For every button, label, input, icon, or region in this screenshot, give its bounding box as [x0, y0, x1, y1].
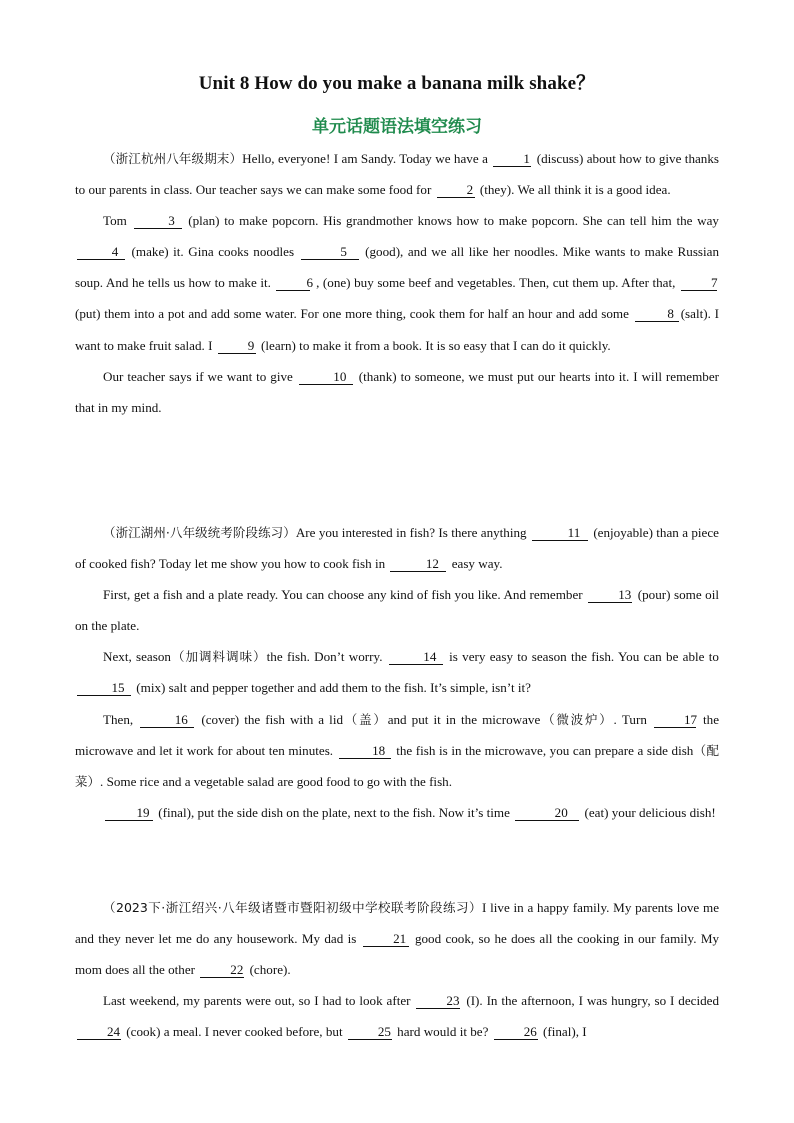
passage-2-paragraph-3: Next, season（加调料调味）the fish. Don’t worry. 14 is very easy to season the fish. You can be able to 15 (mix) salt and pepper together and add them to the fish. It’s simple, isn’t it?	[75, 641, 719, 703]
passage-2-paragraph-1: （浙江湖州·八年级统考阶段练习）Are you interested in fish? Is there anything 11 (enjoyable) than a piece of cooked fish? Today let me show you how to cook fish in 12 easy way.	[75, 525, 719, 572]
blank-13[interactable]: 13	[588, 588, 632, 603]
blank-14[interactable]: 14	[389, 650, 443, 665]
blank-10[interactable]: 10	[299, 370, 353, 385]
blank-8[interactable]: 8	[635, 307, 679, 322]
passage-3-paragraph-2: Last weekend, my parents were out, so I had to look after 23 (I). In the afternoon, I was hungry, so I decided 24 (cook) a meal. I never cooked before, but 25 hard would it be? 26 (final), I	[75, 985, 719, 1047]
blank-21[interactable]: 21	[363, 932, 409, 947]
blank-2[interactable]: 2	[437, 183, 475, 198]
blank-25[interactable]: 25	[348, 1025, 392, 1040]
blank-24[interactable]: 24	[77, 1025, 121, 1040]
blank-22[interactable]: 22	[200, 963, 244, 978]
document-subtitle: 单元话题语法填空练习	[312, 117, 482, 137]
blank-1[interactable]: 1	[493, 152, 531, 167]
blank-12[interactable]: 12	[390, 557, 446, 572]
blank-3[interactable]: 3	[134, 214, 182, 229]
blank-5[interactable]: 5	[301, 245, 359, 260]
passage-2-paragraph-5: 19 (final), put the side dish on the plate, next to the fish. Now it’s time 20 (eat) your delicious dish!	[75, 797, 719, 828]
passage-3-paragraph-1: （2023下·浙江绍兴·八年级诸暨市暨阳初级中学校联考阶段练习）I live in a happy family. My parents love me and they never let me do any housework. My dad is 21 good cook, so he does all the cooking in our family. My mom does all the other 22 (chore).	[75, 900, 720, 978]
blank-6[interactable]: 6	[276, 276, 310, 291]
blank-17[interactable]: 17	[654, 713, 696, 728]
blank-16[interactable]: 16	[140, 713, 194, 728]
blank-7[interactable]: 7	[681, 276, 717, 291]
blank-20[interactable]: 20	[515, 806, 579, 821]
passage-1-paragraph-2: Tom 3 (plan) to make popcorn. His grandmother knows how to make popcorn. She can tell him the way 4 (make) it. Gina cooks noodles 5 (good), and we all like her noodles. Mike wants to make Russian soup. And he tells us how to make it. 6 , (one) buy some beef and vegetables. Then, cut them up. After that, 7 (put) them into a pot and add some water. For one more thing, cook them for half an hour and add some 8 (salt). I want to make fruit salad. I 9 (learn) to make it from a book. It is so easy that I can do it quickly.	[75, 213, 720, 353]
blank-9[interactable]: 9	[218, 339, 256, 354]
source-label: （浙江湖州·八年级统考阶段练习）	[103, 525, 296, 540]
blank-15[interactable]: 15	[77, 681, 131, 696]
passage-2-paragraph-4: Then, 16 (cover) the fish with a lid（盖）and put it in the microwave（微波炉）. Turn 17 the microwave and let it work for about ten minutes. 18 the fish is in the microwave, you can prepare a side dish（配菜）. Some rice and a vegetable salad are good food to go with the fish.	[75, 711, 720, 789]
passage-2-paragraph-2: First, get a fish and a plate ready. You can choose any kind of fish you like. And remember 13 (pour) some oil on the plate.	[75, 587, 720, 634]
passage-1	[75, 143, 719, 423]
passage-2	[75, 517, 719, 828]
blank-11[interactable]: 11	[532, 526, 588, 541]
blank-4[interactable]: 4	[77, 245, 125, 260]
blank-18[interactable]: 18	[339, 744, 391, 759]
passage-3	[75, 892, 719, 1047]
document-title: Unit 8 How do you make a banana milk shake？	[198, 73, 596, 94]
passage-1-paragraph-3: Our teacher says if we want to give 10 (thank) to someone, we must put our hearts into it. I will remember that in my mind.	[75, 368, 719, 415]
blank-23[interactable]: 23	[416, 994, 460, 1009]
blank-26[interactable]: 26	[494, 1025, 538, 1040]
blank-19[interactable]: 19	[105, 806, 153, 821]
passage-1-paragraph-1: （浙江杭州八年级期末）Hello, everyone! I am Sandy. Today we have a 1 (discuss) about how to give thanks to our parents in class. Our teacher says we can make some food for 2 (they). We all think it is a good idea.	[75, 151, 719, 198]
source-label: （2023下·浙江绍兴·八年级诸暨市暨阳初级中学校联考阶段练习）	[103, 900, 482, 915]
source-label: （浙江杭州八年级期末）	[103, 151, 243, 166]
